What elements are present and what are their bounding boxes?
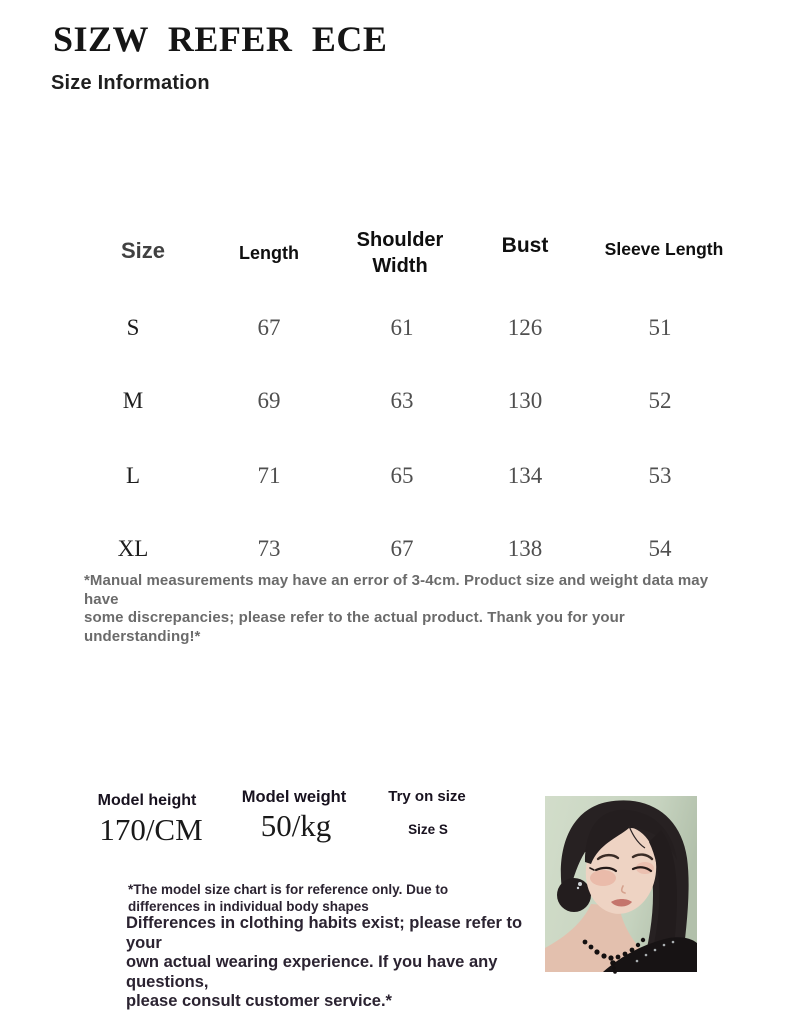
size-label: L [125, 463, 141, 488]
measurement-value: 71 [257, 463, 281, 488]
note-line: own actual wearing experience. If you have any questions, [126, 953, 498, 991]
model-size-note [128, 881, 548, 915]
measurement-value: 53 [648, 463, 672, 488]
col-header-bust: Bust [501, 234, 549, 257]
size-label: S [126, 315, 140, 340]
wearing-experience-note [126, 914, 556, 1012]
measurement-value: 67 [390, 536, 414, 561]
col-header-sleeve-length: Sleeve Length [604, 239, 724, 259]
measurement-value: 69 [257, 388, 281, 413]
section-title: Size Information [51, 72, 210, 94]
measurement-value: 138 [507, 536, 543, 561]
measurement-value: 54 [648, 536, 672, 561]
measurement-value: 134 [507, 463, 543, 488]
measurement-value: 65 [390, 463, 414, 488]
note-line: differences in individual body shapes [128, 899, 369, 914]
model-photo [545, 796, 697, 972]
measurement-value: 67 [257, 315, 281, 340]
col-header-shoulder-width: Shoulder Width [356, 229, 444, 277]
page-title: SIZW REFER ECE [53, 19, 388, 59]
measurement-value: 52 [648, 388, 672, 413]
model-weight-value: 50/kg [260, 808, 332, 843]
size-label: XL [117, 536, 149, 561]
measurement-value: 126 [507, 315, 543, 340]
note-line: please consult customer service.* [126, 992, 392, 1010]
note-line: *The model size chart is for reference only. Due to [128, 882, 449, 897]
size-label: M [122, 388, 144, 413]
model-height-label: Model height [97, 792, 197, 809]
measurement-value: 73 [257, 536, 281, 561]
measurement-value: 51 [648, 315, 672, 340]
disclaimer-line: *Manual measurements may have an error of 3-4cm. Product size and weight data may have [84, 572, 709, 608]
disclaimer-line: some discrepancies; please refer to the actual product. Thank you for your understanding!* [84, 609, 625, 645]
col-header-length: Length [239, 243, 299, 263]
col-header-size: Size [120, 238, 166, 263]
model-height-value: 170/CM [99, 812, 203, 847]
measurement-value: 63 [390, 388, 414, 413]
model-weight-label: Model weight [241, 788, 347, 806]
note-line: Differences in clothing habits exist; please refer to your [126, 914, 523, 952]
measurement-value: 130 [507, 388, 543, 413]
measurement-value: 61 [390, 315, 414, 340]
try-on-size-label: Try on size [388, 788, 466, 805]
try-on-size-value: Size S [408, 822, 448, 837]
measurement-disclaimer [84, 572, 744, 646]
